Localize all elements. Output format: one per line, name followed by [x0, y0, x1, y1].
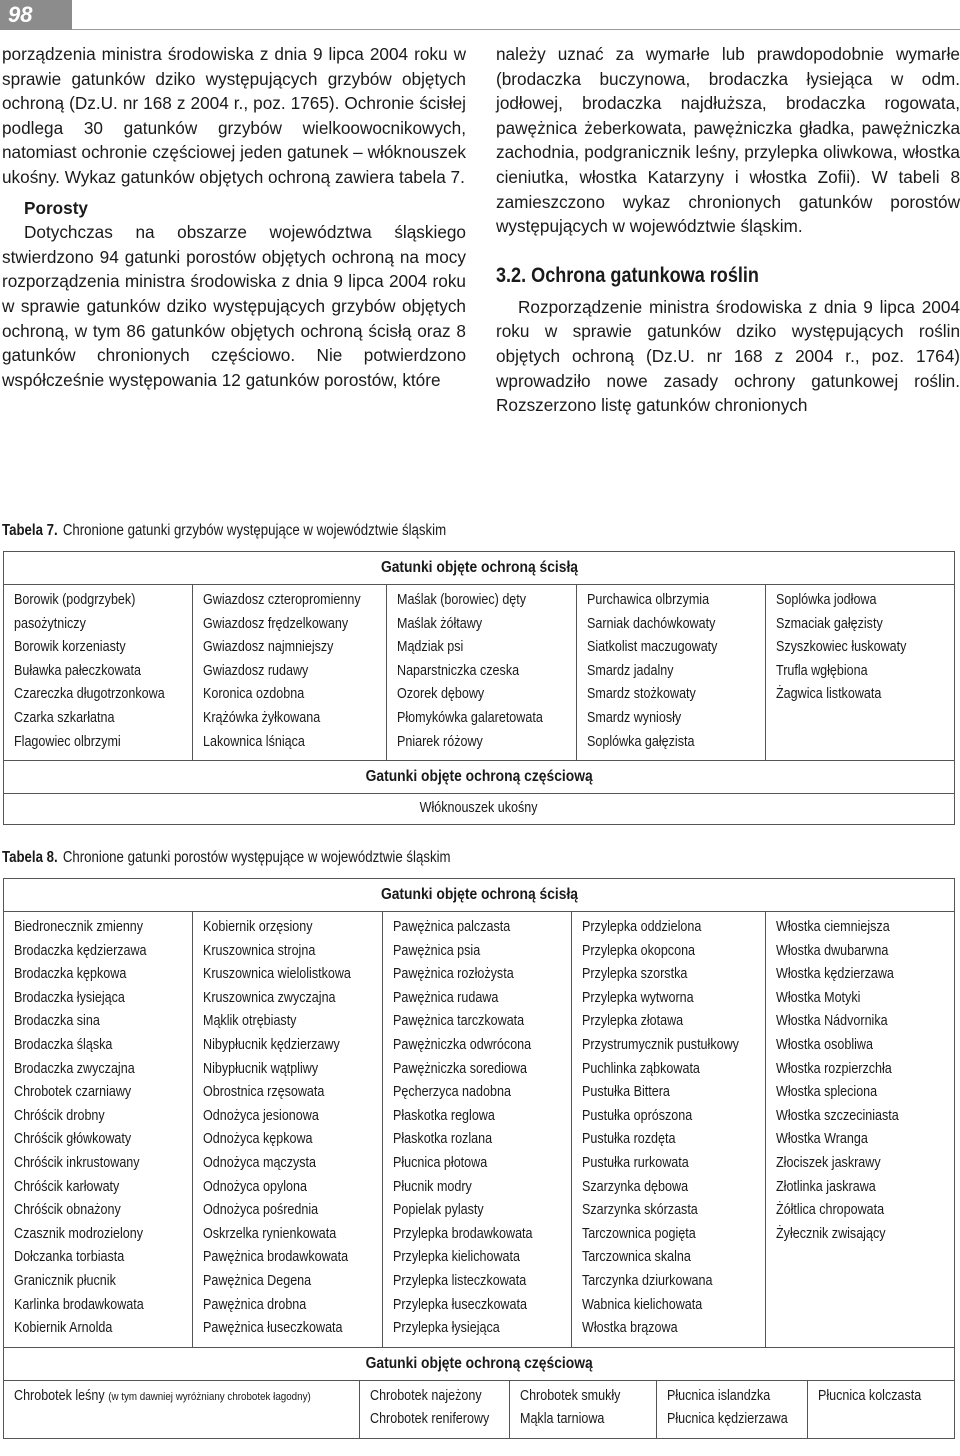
list-item: Czasznik modrozielony	[14, 1225, 144, 1242]
list-item: Chróścik główkowaty	[14, 1131, 132, 1148]
table8-partial-heading: Gatunki objęte ochroną częściową	[4, 1347, 954, 1381]
list-item: Pustułka rurkowata	[582, 1154, 689, 1171]
list-item: Granicznik płucnik	[14, 1272, 116, 1289]
list-item: Przylepka łuseczkowata	[392, 1296, 527, 1313]
list-item: Ozorek dębowy	[397, 686, 485, 703]
list-item: Popielak pylasty	[392, 1202, 484, 1219]
list-item: Tarczownica skalna	[582, 1249, 692, 1266]
list-item: Chrobotek smukły	[519, 1387, 621, 1404]
lichens-subheading: Porosty	[24, 197, 88, 218]
list-item: Dołczanka torbiasta	[14, 1249, 125, 1266]
list-item: Tarczownica pogięta	[582, 1225, 696, 1242]
list-item: Naparstniczka czeska	[397, 662, 520, 679]
list-item: Szarzynka skórzasta	[582, 1202, 698, 1219]
list-item: Chróścik obnażony	[14, 1202, 121, 1219]
list-item: Chróścik karłowaty	[14, 1178, 120, 1195]
list-item: Pawężnica łuseczkowata	[203, 1320, 343, 1337]
table8-partial-columns	[4, 1381, 954, 1438]
list-item: Płucnik modry	[392, 1178, 472, 1195]
table-column	[807, 1381, 954, 1438]
list-item: Odnożyca pośrednia	[203, 1202, 319, 1219]
list-item: Biedronecznik zmienny	[14, 919, 144, 935]
list-item: Złociszek jaskrawy	[775, 1154, 881, 1171]
list-item: Maślak żółtawy	[397, 615, 483, 632]
list-item: Pęcherzyca nadobna	[392, 1084, 511, 1101]
table-column	[4, 912, 192, 1347]
table-column	[576, 585, 765, 760]
list-item: Mądziak psi	[397, 639, 464, 656]
list-item: Pawężnica drobna	[203, 1296, 307, 1313]
right-column	[496, 42, 960, 418]
list-item: Przylepka wytworna	[582, 989, 694, 1006]
list-item: Lakownica lśniąca	[203, 733, 306, 750]
list-item: Przystrumycznik pustułkowy	[582, 1036, 740, 1053]
list-item: Żyłecznik zwisający	[775, 1225, 886, 1242]
list-item: Nibypłucnik wątpliwy	[203, 1060, 319, 1077]
list-item: Płucnica islandzka	[666, 1387, 770, 1404]
list-item: Chrobotek najeżony	[370, 1387, 482, 1404]
list-item: Włostka szczeciniasta	[775, 1107, 899, 1124]
list-item: Trufla wgłębiona	[775, 662, 868, 679]
list-item: Kobiernik Arnolda	[14, 1320, 113, 1337]
list-item: Pawężnica psia	[392, 942, 480, 959]
list-item: Przylepka okopcona	[582, 942, 696, 959]
list-item: Przylepka listeczkowata	[392, 1272, 527, 1289]
list-item: Włostka Wranga	[775, 1131, 868, 1148]
list-item: Pawężnica brodawkowata	[203, 1249, 349, 1266]
list-item: pasożytniczy	[14, 615, 86, 632]
list-item: Pustułka Bittera	[582, 1084, 671, 1101]
list-item: Pawężnica palczasta	[392, 919, 510, 935]
list-item: Borowik korzeniasty	[14, 639, 126, 656]
table7-partial-heading: Gatunki objęte ochroną częściową	[4, 760, 954, 794]
table-column	[4, 585, 192, 760]
list-item: Czareczka długotrzonkowa	[14, 686, 165, 703]
list-item: Szyszkowiec łuskowaty	[775, 639, 907, 656]
list-item: Borowik (podgrzybek)	[14, 592, 136, 608]
list-item: Włostka Nádvornika	[775, 1013, 888, 1030]
table-column	[192, 912, 381, 1347]
list-item: Włostka Motyki	[775, 989, 861, 1006]
table7-label: Tabela 7.	[2, 522, 58, 539]
list-item: Chrobotek reniferowy	[370, 1411, 490, 1428]
header-rule	[72, 29, 960, 30]
list-item: Pawężnica Degena	[203, 1272, 312, 1289]
list-item: Przylepka łysiejąca	[392, 1320, 500, 1337]
list-item: Smardz jadalny	[586, 662, 674, 679]
table7-caption	[2, 521, 446, 541]
table8-label: Tabela 8.	[2, 849, 58, 866]
list-item: Gwiazdosz rudawy	[203, 662, 309, 679]
list-item: Włostka osobliwa	[775, 1036, 873, 1053]
table8-partial-col	[4, 1381, 359, 1438]
continuation-paragraph: należy uznać za wymarłe lub prawdopodobnie wymarłe (brodaczka buczynowa, brodaczka łysiejąca w odm. jodłowej, brodaczka najdłuższa, brodaczka rogowata, pawężnica żeberkowata, pawężniczka gładka, pawężniczka zachodnia, podgranicznik leśny, przylepka oliwkowa, włostka cieniutka, włostka Katarzyny i włostka Zofii). W tabeli 8 zamieszczono wykaz chronionych gatunków porostów występujących w województwie śląskim.	[496, 44, 960, 237]
list-item: Brodaczka sina	[14, 1013, 100, 1030]
section-paragraph: Rozporządzenie ministra środowiska z dnia 9 lipca 2004 roku w sprawie gatunków dziko występujących roślin objętych ochroną (Dz.U. nr 168 z 2004 r., poz. 1764) wprowadziło nowe zasady ochrony gatunkowej roślin. Rozszerzono listę gatunków chronionych	[496, 296, 960, 416]
table-column	[509, 1381, 656, 1438]
list-item: Purchawica olbrzymia	[586, 592, 709, 608]
table7-strict-heading: Gatunki objęte ochroną ścisłą	[4, 552, 954, 585]
list-item: Włostka spleciona	[775, 1084, 877, 1101]
list-item: Pniarek różowy	[397, 733, 484, 750]
list-item: Płucnica kolczasta	[818, 1387, 922, 1404]
list-item: Brodaczka kępkowa	[14, 966, 127, 983]
table7-strict-columns	[4, 585, 954, 760]
list-item: Włostka rozpierzchła	[775, 1060, 892, 1077]
list-item: Obrostnica rzęsowata	[203, 1084, 325, 1101]
table7-partial-item: Włóknouszek ukośny	[420, 800, 538, 817]
list-item: Krążówka żyłkowana	[203, 709, 321, 726]
table-column	[571, 912, 764, 1347]
list-item: Odnożyca jesionowa	[203, 1107, 320, 1124]
table-column	[765, 585, 954, 760]
list-item: Kruszownica strojna	[203, 942, 316, 959]
left-column	[2, 42, 466, 392]
table8-strict-columns	[4, 912, 954, 1347]
list-item: Złotlinka jaskrawa	[775, 1178, 876, 1195]
list-item: Gwiazdosz frędzelkowany	[203, 615, 349, 632]
list-item: Buławka pałeczkowata	[14, 662, 141, 679]
list-item: Koronica ozdobna	[203, 686, 305, 703]
list-item: Tarczynka dziurkowana	[582, 1272, 713, 1289]
list-item: Soplówka gałęzista	[586, 733, 695, 750]
table8-caption-text: Chronione gatunki porostów występujące w województwie śląskim	[62, 849, 451, 866]
list-item: Oskrzelka rynienkowata	[203, 1225, 337, 1242]
table-column	[386, 585, 575, 760]
list-item: Mąklik otrębiasty	[203, 1013, 297, 1030]
table-column	[359, 1381, 509, 1438]
section-heading: 3.2. Ochrona gatunkowa roślin	[496, 263, 759, 287]
table-column	[192, 585, 386, 760]
list-item: Gwiazdosz najmniejszy	[203, 639, 334, 656]
table-column	[765, 912, 954, 1347]
list-item: Nibypłucnik kędzierzawy	[203, 1036, 341, 1053]
list-item: Pawężnica rudawa	[392, 989, 499, 1006]
list-item: Flagowiec olbrzymi	[14, 733, 121, 750]
list-item: Czarka szkarłatna	[14, 709, 115, 726]
list-item: Pustułka oprószona	[582, 1107, 693, 1124]
list-item: Karlinka brodawkowata	[14, 1296, 144, 1313]
list-item: Brodaczka kędzierzawa	[14, 942, 147, 959]
list-item: Brodaczka śląska	[14, 1036, 113, 1053]
list-item: Smardz stożkowaty	[586, 686, 696, 703]
list-item: Włostka kędzierzawa	[775, 966, 894, 983]
list-item: Płaskotka rozlana	[392, 1131, 492, 1148]
lichens-paragraph: Dotychczas na obszarze województwa śląskiego stwierdzono 94 gatunki porostów objętych ochroną na mocy rozporządzenia ministra środowiska z dnia 9 lipca 2004 roku w sprawie gatunków dziko występujących grzybów objętych ochroną, w tym 86 gatunków objętych ochroną ścisłą oraz 8 gatunków chronionych częściowo. Nie potwierdzono współcześnie występowania 12 gatunków porostów, które	[2, 222, 466, 390]
list-item: Chróścik drobny	[14, 1107, 105, 1124]
intro-paragraph: porządzenia ministra środowiska z dnia 9 lipca 2004 roku w sprawie gatunków dziko występujących grzybów objętych ochroną (Dz.U. nr 168 z 2004 r., poz. 1765). Ochronie ścisłej podlega 30 gatunków grzybów wielkoowocnikowych, natomiast ochronie częściowej jeden gatunek – włóknouszek ukośny. Wykaz gatunków objętych ochroną zawiera tabela 7.	[2, 44, 466, 187]
list-item: Maślak (borowiec) dęty	[397, 592, 527, 608]
table8	[3, 878, 955, 1439]
list-item: Pawężniczka odwrócona	[392, 1036, 531, 1053]
list-item: Siatkolist maczugowaty	[586, 639, 718, 656]
table-column	[382, 912, 571, 1347]
list-item: Brodaczka zwyczajna	[14, 1060, 135, 1077]
table-column	[656, 1381, 807, 1438]
list-item: Przylepka brodawkowata	[392, 1225, 533, 1242]
list-item: Kobiernik orzęsiony	[203, 919, 313, 935]
list-item: Przylepka szorstka	[582, 966, 688, 983]
list-item: Szarzynka dębowa	[582, 1178, 689, 1195]
list-item: Pawężnica tarczkowata	[392, 1013, 524, 1030]
list-item: Chrobotek leśny (w tym dawniej wyróżniany chrobotek łagodny)	[14, 1387, 311, 1404]
list-item: Smardz wyniosły	[586, 709, 681, 726]
list-item: Płucnica kędzierzawa	[666, 1411, 788, 1428]
list-item: Odnożyca mączysta	[203, 1154, 317, 1171]
list-item: Pawężnica rozłożysta	[392, 966, 514, 983]
table7-caption-text: Chronione gatunki grzybów występujące w województwie śląskim	[62, 522, 447, 539]
list-item: Soplówka jodłowa	[775, 592, 877, 608]
list-item: Pawężniczka sorediowa	[392, 1060, 527, 1077]
table8-strict-heading: Gatunki objęte ochroną ścisłą	[4, 879, 954, 912]
list-item: Żagwica listkowata	[775, 686, 882, 703]
table8-caption	[2, 848, 451, 868]
list-item: Chróścik inkrustowany	[14, 1154, 140, 1171]
list-item: Chrobotek czarniawy	[14, 1084, 132, 1101]
list-item: Puchlinka ząbkowata	[582, 1060, 701, 1077]
table7	[3, 551, 955, 825]
list-item: Odnożyca opylona	[203, 1178, 308, 1195]
table7-partial-row	[4, 794, 954, 824]
list-item: Kruszownica wielolistkowa	[203, 966, 352, 983]
list-item: Żółtlica chropowata	[775, 1202, 884, 1219]
list-item: Brodaczka łysiejąca	[14, 989, 125, 1006]
list-item: Gwiazdosz czteropromienny	[203, 592, 361, 608]
list-item: Pustułka rozdęta	[582, 1131, 676, 1148]
list-item: Kruszownica zwyczajna	[203, 989, 336, 1006]
list-item: Wabnica kielichowata	[582, 1296, 703, 1313]
list-item: Odnożyca kępkowa	[203, 1131, 313, 1148]
list-item: Płaskotka reglowa	[392, 1107, 495, 1124]
list-item: Szmaciak gałęzisty	[775, 615, 883, 632]
list-item: Włostka brązowa	[582, 1320, 678, 1337]
list-item: Płucnica płotowa	[392, 1154, 487, 1171]
list-item: Płomykówka galaretowata	[397, 709, 544, 726]
list-item: Mąkla tarniowa	[519, 1411, 605, 1428]
list-item: Przylepka złotawa	[582, 1013, 684, 1030]
list-item: Przylepka oddzielona	[582, 919, 702, 935]
list-item: Sarniak dachówkowaty	[586, 615, 716, 632]
list-item: Przylepka kielichowata	[392, 1249, 520, 1266]
list-item: Włostka dwubarwna	[775, 942, 888, 959]
page-number: 98	[0, 0, 72, 30]
list-item: Włostka ciemniejsza	[775, 919, 890, 935]
